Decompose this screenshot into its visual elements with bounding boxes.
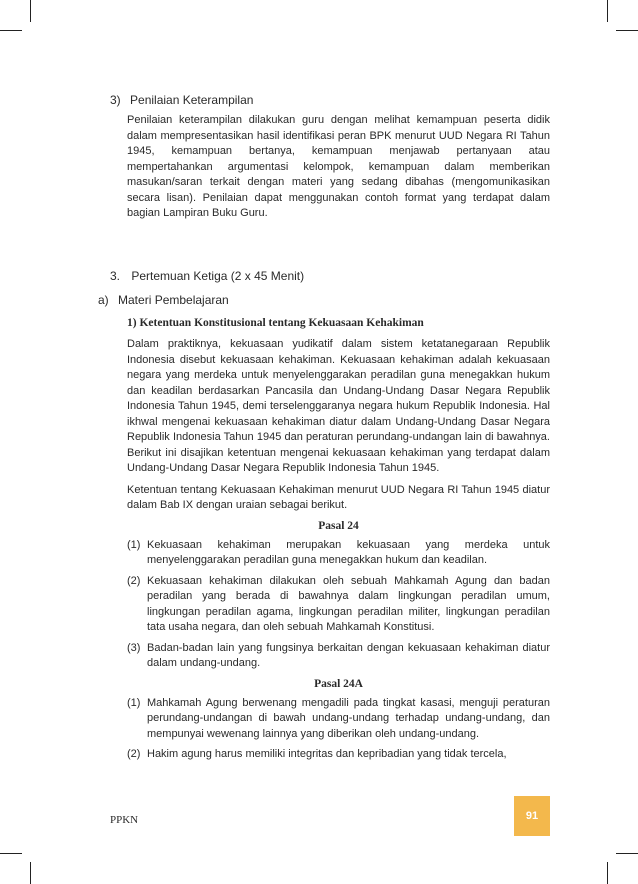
- crop-mark: [616, 30, 638, 31]
- crop-mark: [0, 30, 22, 31]
- crop-mark: [30, 862, 31, 884]
- item-text: Kekuasaan kehakiman dilakukan oleh sebuah Mahkamah Agung dan badan peradilan yang berada di bawahnya dalam lingkungan peradilan umum, lingkungan peradilan agama, lingkungan peradilan militer, lingkungan peradilan tata usaha negara, dan oleh sebuah Mahkamah Konstitusi.: [147, 574, 550, 633]
- chapter-paragraph-text: Ketentuan tentang Kekuasaan Kehakiman menurut UUD Negara RI Tahun 1945 diatur dalam Bab IX dengan uraian sebagai berikut.: [127, 483, 550, 511]
- materi-title: Materi Pembelajaran: [118, 293, 229, 307]
- crop-mark: [607, 862, 608, 884]
- list-item: [127, 747, 550, 763]
- meeting-number: 3.: [110, 269, 121, 283]
- item-text: Hakim agung harus memiliki integritas dan kepribadian yang tidak tercela,: [147, 748, 507, 760]
- assessment-number: 3): [110, 93, 121, 107]
- list-item: [127, 574, 550, 636]
- item-text: Badan-badan lain yang fungsinya berkaitan dengan kekuasaan kehakiman diatur dalam undang-undang.: [147, 641, 550, 669]
- assessment-heading: [110, 92, 550, 108]
- meeting-title: Pertemuan Ketiga (2 x 45 Menit): [131, 269, 305, 283]
- item-number: (2): [127, 748, 141, 760]
- item-number: (2): [127, 574, 141, 587]
- page-number-badge: [514, 796, 550, 836]
- meeting-heading: [110, 268, 550, 284]
- materi-heading: [98, 292, 229, 308]
- page-number: 91: [525, 810, 539, 822]
- crop-mark: [616, 853, 638, 854]
- item-text: Mahkamah Agung berwenang mengadili pada tingkat kasasi, menguji peraturan perundang-undangan di bawah undang-undang terhadap undang-undang, dan mempunyai wewenang lainnya yang diberikan oleh undang-undang.: [147, 696, 550, 740]
- crop-mark: [30, 0, 31, 22]
- pasal24-list: [127, 538, 550, 672]
- item-number: (3): [127, 641, 141, 654]
- crop-mark: [607, 0, 608, 22]
- assessment-body: [127, 113, 550, 222]
- assessment-section: [110, 92, 550, 222]
- chapter-paragraph: [127, 483, 550, 514]
- assessment-title: Penilaian Keterampilan: [130, 93, 254, 107]
- list-item: [127, 538, 550, 569]
- topic-paragraph-text: Dalam praktiknya, kekuasaan yudikatif dalam sistem ketatanegaraan Republik Indonesia disebut kekuasaan kehakiman. Kekuasaan kehakiman adalah kekuasaan negara yang merdeka untuk menyelenggarakan peradilan guna menegakkan hukum dan keadilan berdasarkan Pancasila dan Undang-Undang Dasar Negara Republik Indonesia Tahun 1945, demi terselenggaranya negara hukum Republik Indonesia. Hal ikhwal mengenai kekuasaan kehakiman diatur dalam Undang-Undang Dasar Negara Republik Indonesia Tahun 1945 dan peraturan perundang-undangan lain di bawahnya. Berikut ini disajikan ketentuan mengenai kekuasaan kehakiman yang terdapat dalam Undang-Undang Dasar Negara Republik Indonesia Tahun 1945.: [127, 338, 550, 474]
- assessment-text: Penilaian keterampilan dilakukan guru dengan melihat kemampuan peserta didik dalam mempresentasikan hasil identifikasi peran BPK menurut UUD Negara RI Tahun 1945, kemampuan bertanya, kemampuan menjawab pertanyaan atau mempertahankan argumentasi kelompok, kemampuan dalam memberikan masukan/saran terkait dengan materi yang sedang dibahas (mengomunikasikan secara lisan). Penilaian dapat menggunakan contoh format yang terdapat dalam bagian Lampiran Buku Guru.: [127, 114, 550, 219]
- materi-content: [127, 317, 550, 763]
- list-item: [127, 641, 550, 672]
- meeting-section: [110, 268, 550, 284]
- crop-mark: [0, 853, 22, 854]
- pasal24a-title: Pasal 24A: [314, 677, 363, 690]
- topic-title: 1) Ketentuan Konstitusional tentang Kekuasaan Kehakiman: [127, 317, 424, 329]
- item-text: Kekuasaan kehakiman merupakan kekuasaan yang merdeka untuk menyelenggarakan peradilan guna menegakkan hukum dan keadilan.: [147, 538, 550, 566]
- footer-subject: PPKN: [110, 814, 139, 826]
- pasal24a-list: [127, 696, 550, 763]
- pasal24-title: Pasal 24: [318, 519, 359, 532]
- item-number: (1): [127, 696, 141, 709]
- materi-letter: a): [98, 293, 109, 307]
- topic-paragraph: [127, 337, 550, 477]
- list-item: [127, 696, 550, 743]
- item-number: (1): [127, 538, 141, 551]
